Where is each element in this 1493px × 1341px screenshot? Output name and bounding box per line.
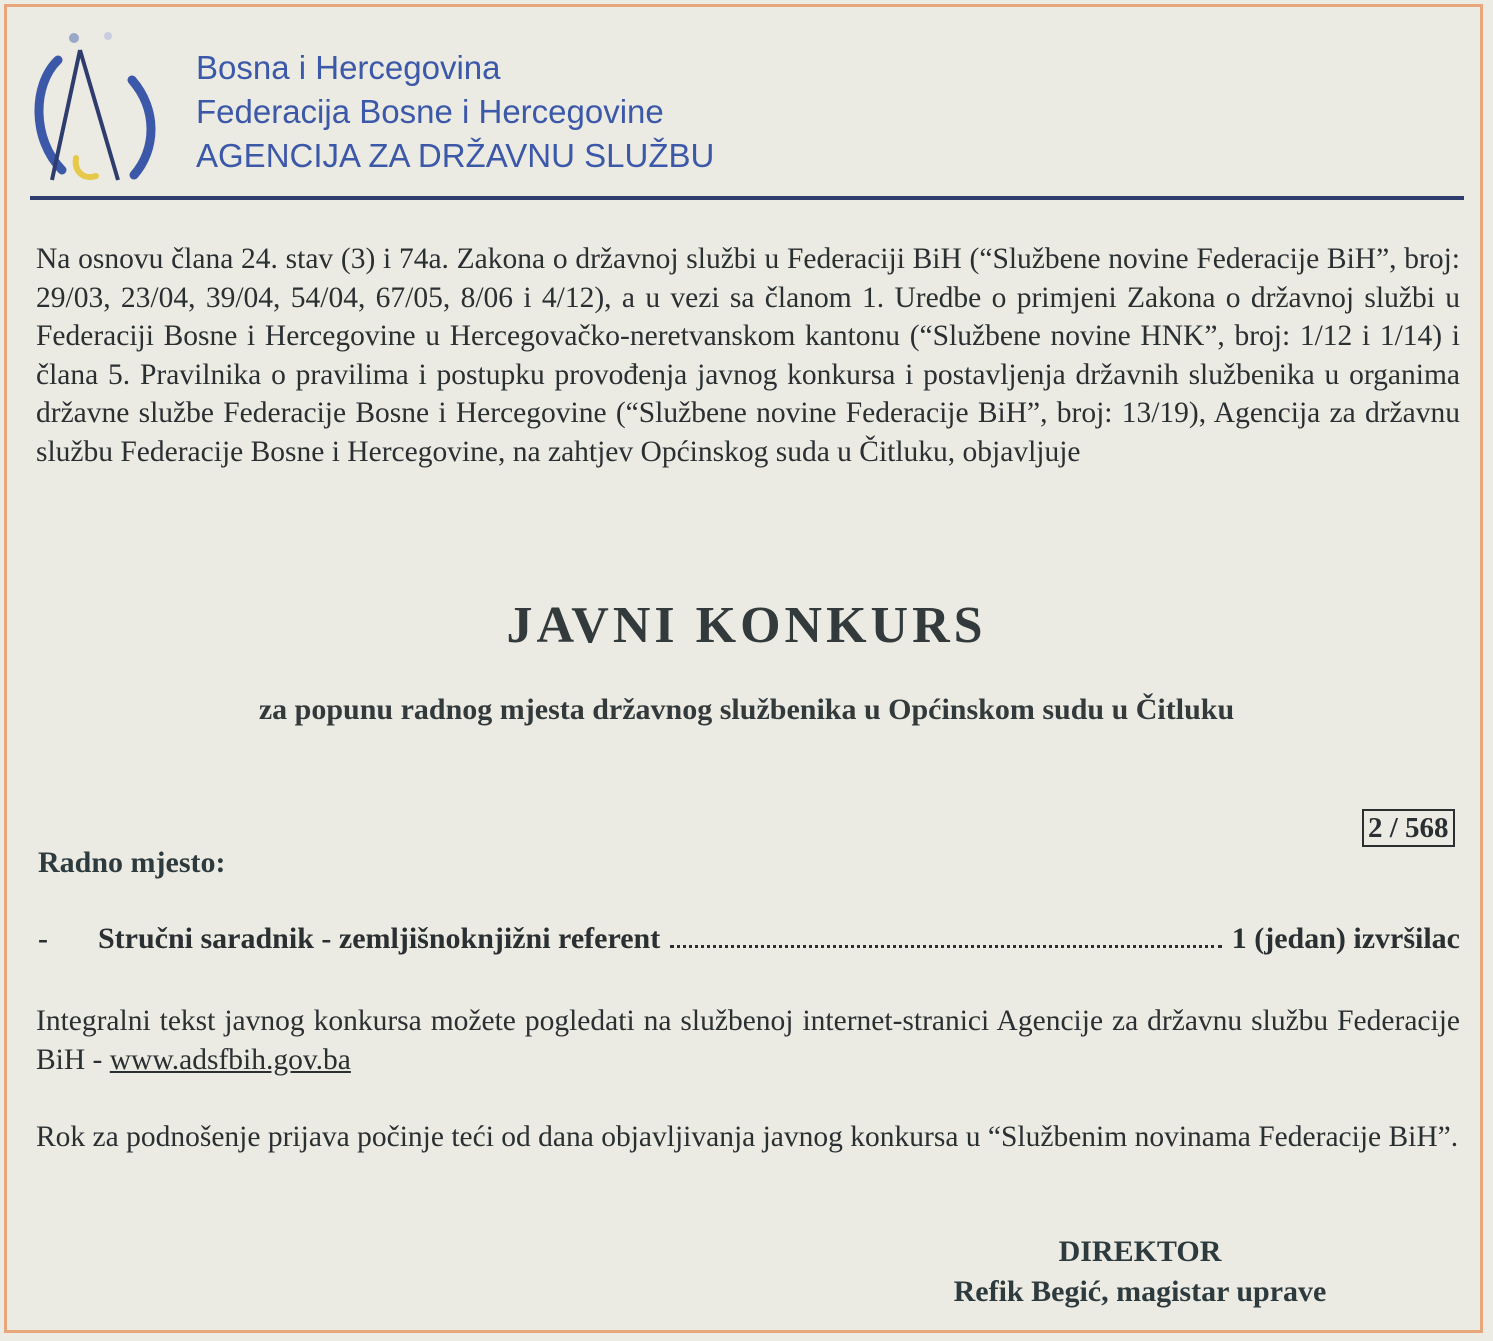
dot-leader — [670, 923, 1222, 948]
website-link[interactable]: www.adsfbih.gov.ba — [109, 1043, 351, 1076]
agency-logo-icon — [22, 30, 172, 190]
signature-block — [930, 1232, 1350, 1312]
agency-name: AGENCIJA ZA DRŽAVNU SLUŽBU — [196, 137, 715, 174]
notice-title: JAVNI KONKURS — [506, 597, 987, 654]
integral-text-paragraph — [36, 1002, 1460, 1079]
list-dash: - — [38, 922, 48, 955]
signature-name: Refik Begić, magistar uprave — [953, 1275, 1327, 1308]
notice-subtitle: za popunu radnog mjesta državnog službenika u Općinskom sudu u Čitluku — [258, 693, 1235, 726]
header-divider — [30, 196, 1464, 200]
federation-line: Federacija Bosne i Hercegovine — [196, 93, 664, 130]
agency-header — [196, 46, 714, 178]
legal-basis-paragraph: Na osnovu člana 24. stav (3) i 74a. Zakona o državnoj službi u Federaciji BiH (“Službene novine Federacije BiH”, broj: 29/03, 23/04, 39/04, 54/04, 67/05, 8/06 i 4/12), a u vezi sa članom 1. Uredbe o primjeni Zakona o državnoj službi u Federaciji Bosne i Hercegovine u Hercegovačko-neretvanskom kantonu (“Službene novine HNK”, broj: 1/12 i 1/14) i člana 5. Pravilnika o pravilima i postupku provođenja javnog konkursa i postavljenja državnih službenika u organima državne službe Federacije Bosne i Hercegovine (“Službene novine Federacije BiH”, broj: 13/19), Agencija za državnu službu Federacije Bosne i Hercegovine, na zahtjev Općinskog suda u Čitluku, objavljuje — [36, 243, 1460, 468]
signature-role: DIREKTOR — [1058, 1235, 1222, 1268]
position-name: Stručni saradnik - zemljišnoknjižni referent — [98, 922, 661, 955]
country-line: Bosna i Hercegovina — [196, 49, 501, 86]
deadline-paragraph: Rok za podnošenje prijava počinje teći od dana objavljivanja javnog konkursa u “Službenim novinama Federacije BiH”. — [36, 1121, 1459, 1153]
integral-text: Integralni tekst javnog konkursa možete pogledati na službenoj internet-stranici Agencije za državnu službu Federacije BiH - — [36, 1005, 1460, 1076]
position-count: 1 (jedan) izvršilac — [1231, 922, 1460, 955]
position-row — [38, 922, 1460, 966]
reference-number-badge: 2 / 568 — [1362, 809, 1455, 847]
position-heading: Radno mjesto: — [38, 846, 226, 879]
